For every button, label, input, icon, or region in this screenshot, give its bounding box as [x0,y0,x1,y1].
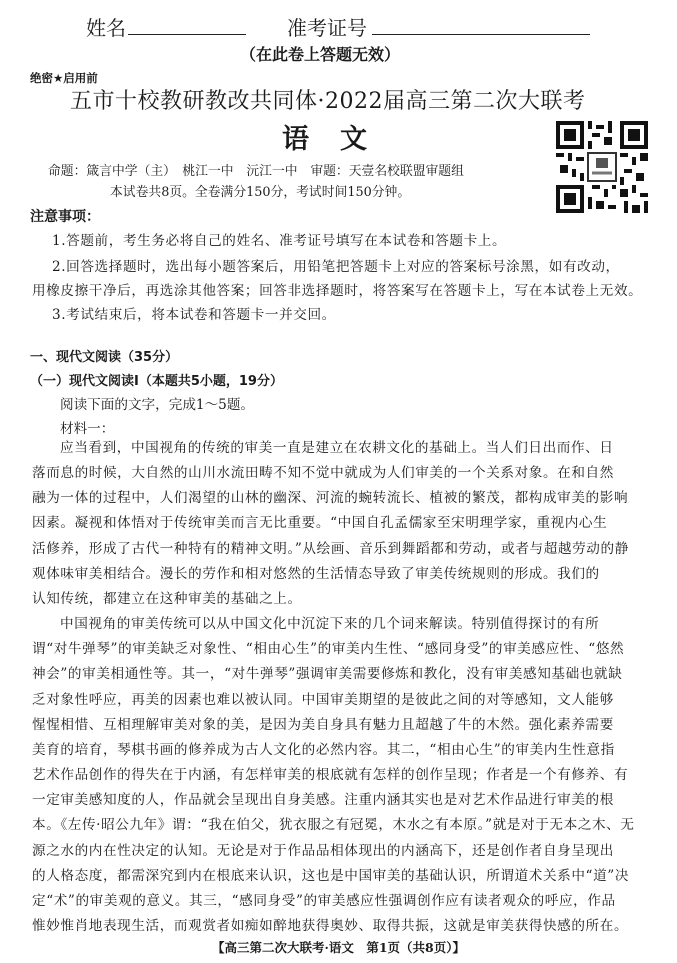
notice-item: 3.考试结束后，将本试卷和答题卡一并交回。 [52,307,336,323]
passage-line: 惺惺相惜、互相理解审美对象的美，是因为美自身具有魅力且超越了牛的木然。强化素养需要 [32,716,614,733]
passage-line: 活修养，形成了古代一种特有的精神文明。”从绘画、音乐到舞蹈都和劳动，或者与超越劳动的静 [32,540,629,557]
section-title: 一、现代文阅读（35分） [30,350,179,365]
passage-line: 的人格态度，都需深究到内在根底来认识，这也是中国审美的基础认识，所谓道术关系中“道”决 [32,867,630,884]
notice-item: 用橡皮擦干净后，再选涂其他答案；回答非选择题时，将答案写在答题卡上，写在本试卷上无效。 [32,283,643,299]
passage-line: 美育的培育，琴棋书画的修养成为古人文化的必然内容。其二，“相由心生”的审美内生性意指 [32,741,615,758]
section-subtitle: （一）现代文阅读Ⅰ（本题共5小题，19分） [30,374,283,389]
passage-line: 认知传统，都建立在这种审美的基础之上。 [32,590,302,607]
secret-mark: 绝密★启用前 [30,71,98,85]
passage-line: 艺术作品创作的得失在于内涵，有怎样审美的根底就有怎样的创作呈现；作者是一个有修养、有 [32,767,629,784]
invalid-note: （在此卷上答题无效） [240,45,401,64]
ticket-number-label: 准考证号 [287,16,367,40]
passage-line: 融为一体的过程中，人们渴望的山林的幽深、河流的蜿转流长、植被的繁茂，都构成审美的影响 [32,490,629,507]
passage-line: 落而息的时候，大自然的山川水流田畴不知不觉中就成为人们审美的一个关系对象。在和自然 [32,465,614,482]
name-label: 姓名 [86,16,126,40]
page-footer: 【高三第二次大联考·语文 第1页（共8页）】 [212,940,465,955]
passage-line: 惟妙惟肖地表现生活，而观赏者如痴如醉地获得奥妙、取得共振，这就是审美获得快感的所在。 [32,918,629,934]
passage-line: 中国视角的审美传统可以从中国文化中沉淀下来的几个词来解读。特别值得探讨的有所 [60,616,600,633]
notice-item: 1.答题前，考生务必将自己的姓名、准考证号填写在本试卷和答题卡上。 [52,233,507,249]
passage-line: 神会”的审美相通性等。其一，“对牛弹琴”强调审美需要修炼和教化，没有审美感知基础也就缺 [32,666,623,683]
notice-item: 2.回答选择题时，选出每小题答案后，用铅笔把答题卡上对应的答案标号涂黑，如有改动， [52,259,620,275]
passage-line: 观体味审美相结合。漫长的劳作和相对悠然的生活情态导致了审美传统规则的形成。我们的 [32,565,600,582]
passage-line: 应当看到，中国视角的传统的审美一直是建立在农耕文化的基础上。当人们日出而作、日 [60,440,614,456]
passage-line: 因素。凝视和体悟对于传统审美而言无比重要。“中国自孔孟儒家至宋明理学家，重视内心生 [32,515,608,532]
exam-authors: 命题：箴言中学（主） 桃江一中 沅江一中 审题：天壹名校联盟审题组 [48,164,464,179]
exam-title: 五市十校教研教改共同体·2022届高三第二次大联考 [70,89,586,114]
ticket-number-field[interactable] [372,34,590,35]
passage-line: 乏对象性呼应，再美的因素也难以被认同。中国审美期望的是彼此之间的对等感知，文人能够 [32,691,614,708]
name-field[interactable] [128,34,246,35]
section-instruction: 阅读下面的文字，完成1～5题。 [60,397,255,413]
qr-code [556,121,648,213]
subject-title: 语 文 [282,124,369,155]
material-label: 材料一： [60,421,115,437]
passage-line: 谓“对牛弹琴”的审美缺乏对象性、“相由心生”的审美内生性、“感同身受”的审美感应性、“悠然 [32,641,625,658]
exam-scope: 本试卷共8页。全卷满分150分，考试时间150分钟。 [110,185,411,200]
passage-line: 定“术”的审美观的意义。其三，“感同身受”的审美感应性强调创作应有读者观众的呼应，作品 [32,892,616,909]
passage-line: 一定审美感知度的人，作品就会呈现出自身美感。注重内涵其实也是对艺术作品进行审美的根 [32,792,614,809]
passage-line: 源之水的内在性决定的认知。无论是对于作品品相体现出的内涵高下，还是创作者自身呈现出 [32,842,614,859]
passage-line: 本。《左传·昭公九年》谓：“我在伯父，犹衣服之有冠冕，木水之有本原。”就是对于无本之木、无 [32,817,635,834]
notice-title: 注意事项： [30,209,100,225]
